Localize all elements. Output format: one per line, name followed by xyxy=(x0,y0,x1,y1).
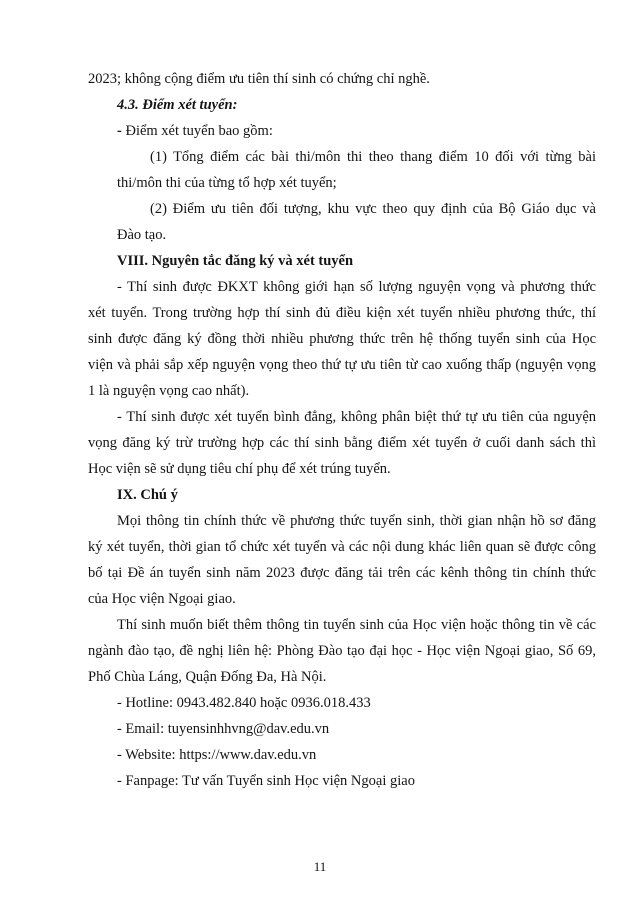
body-line: bố tại Đề án tuyển sinh năm 2023 được đăng tải trên các kênh thông tin chính thức xyxy=(88,565,596,581)
body-line: 1 là nguyện vọng cao nhất). xyxy=(88,383,250,399)
body-line: 2023; không cộng điểm ưu tiên thí sinh có chứng chỉ nghề. xyxy=(88,71,430,87)
body-line: - Điểm xét tuyển bao gồm: xyxy=(117,123,273,139)
body-line: Mọi thông tin chính thức về phương thức tuyển sinh, thời gian nhận hồ sơ đăng xyxy=(117,513,596,529)
text-body xyxy=(88,66,596,794)
list-item-1-line: (1) Tổng điểm các bài thi/môn thi theo thang điểm 10 đối với từng bài xyxy=(150,149,596,165)
list-item-1-line: thi/môn thi của từng tổ hợp xét tuyển; xyxy=(117,175,337,191)
section-heading-viii: VIII. Nguyên tắc đăng ký và xét tuyển xyxy=(117,253,354,269)
body-line: ngành đào tạo, đề nghị liên hệ: Phòng Đào tạo đại học - Học viện Ngoại giao, Số 69, xyxy=(88,643,596,659)
section-heading-4-3: 4.3. Điểm xét tuyển: xyxy=(117,97,238,113)
body-line: sinh được đăng ký đồng thời nhiều phương thức trên hệ thống tuyển sinh của Học xyxy=(88,331,596,347)
body-line: - Thí sinh được xét tuyển bình đẳng, không phân biệt thứ tự ưu tiên của nguyện xyxy=(117,409,596,425)
contact-hotline-line: - Hotline: 0943.482.840 hoặc 0936.018.433 xyxy=(117,695,371,711)
list-item-2-line: Đào tạo. xyxy=(117,227,167,243)
body-line: viện và phải sắp xếp nguyện vọng theo thứ tự ưu tiên từ cao xuống thấp (nguyện vọng xyxy=(88,357,596,373)
body-line: vọng đăng ký trừ trường hợp các thí sinh bằng điểm xét tuyển ở cuối danh sách thì xyxy=(88,435,596,451)
body-line: ký xét tuyển, thời gian tổ chức xét tuyển và các nội dung khác liên quan sẽ được công xyxy=(88,539,596,555)
list-item-2-line: (2) Điểm ưu tiên đối tượng, khu vực theo quy định của Bộ Giáo dục và xyxy=(150,201,596,217)
page-number: 11 xyxy=(313,859,327,874)
contact-fanpage-line: - Fanpage: Tư vấn Tuyển sinh Học viện Ngoại giao xyxy=(117,773,415,789)
contact-email-line: - Email: tuyensinhhvng@dav.edu.vn xyxy=(117,721,330,737)
body-line: Phố Chùa Láng, Quận Đống Đa, Hà Nội. xyxy=(88,669,327,685)
body-line: Thí sinh muốn biết thêm thông tin tuyển sinh của Học viện hoặc thông tin về các xyxy=(117,617,596,633)
body-line: - Thí sinh được ĐKXT không giới hạn số lượng nguyện vọng và phương thức xyxy=(117,279,596,295)
section-heading-ix: IX. Chú ý xyxy=(117,487,178,503)
contact-website-line: - Website: https://www.dav.edu.vn xyxy=(117,747,317,763)
body-line: xét tuyển. Trong trường hợp thí sinh đủ điều kiện xét tuyển nhiều phương thức, thí xyxy=(88,305,596,321)
body-line: Học viện sẽ sử dụng tiêu chí phụ để xét trúng tuyển. xyxy=(88,461,391,477)
bold-dash: - xyxy=(117,123,122,139)
body-line: của Học viện Ngoại giao. xyxy=(88,591,236,607)
